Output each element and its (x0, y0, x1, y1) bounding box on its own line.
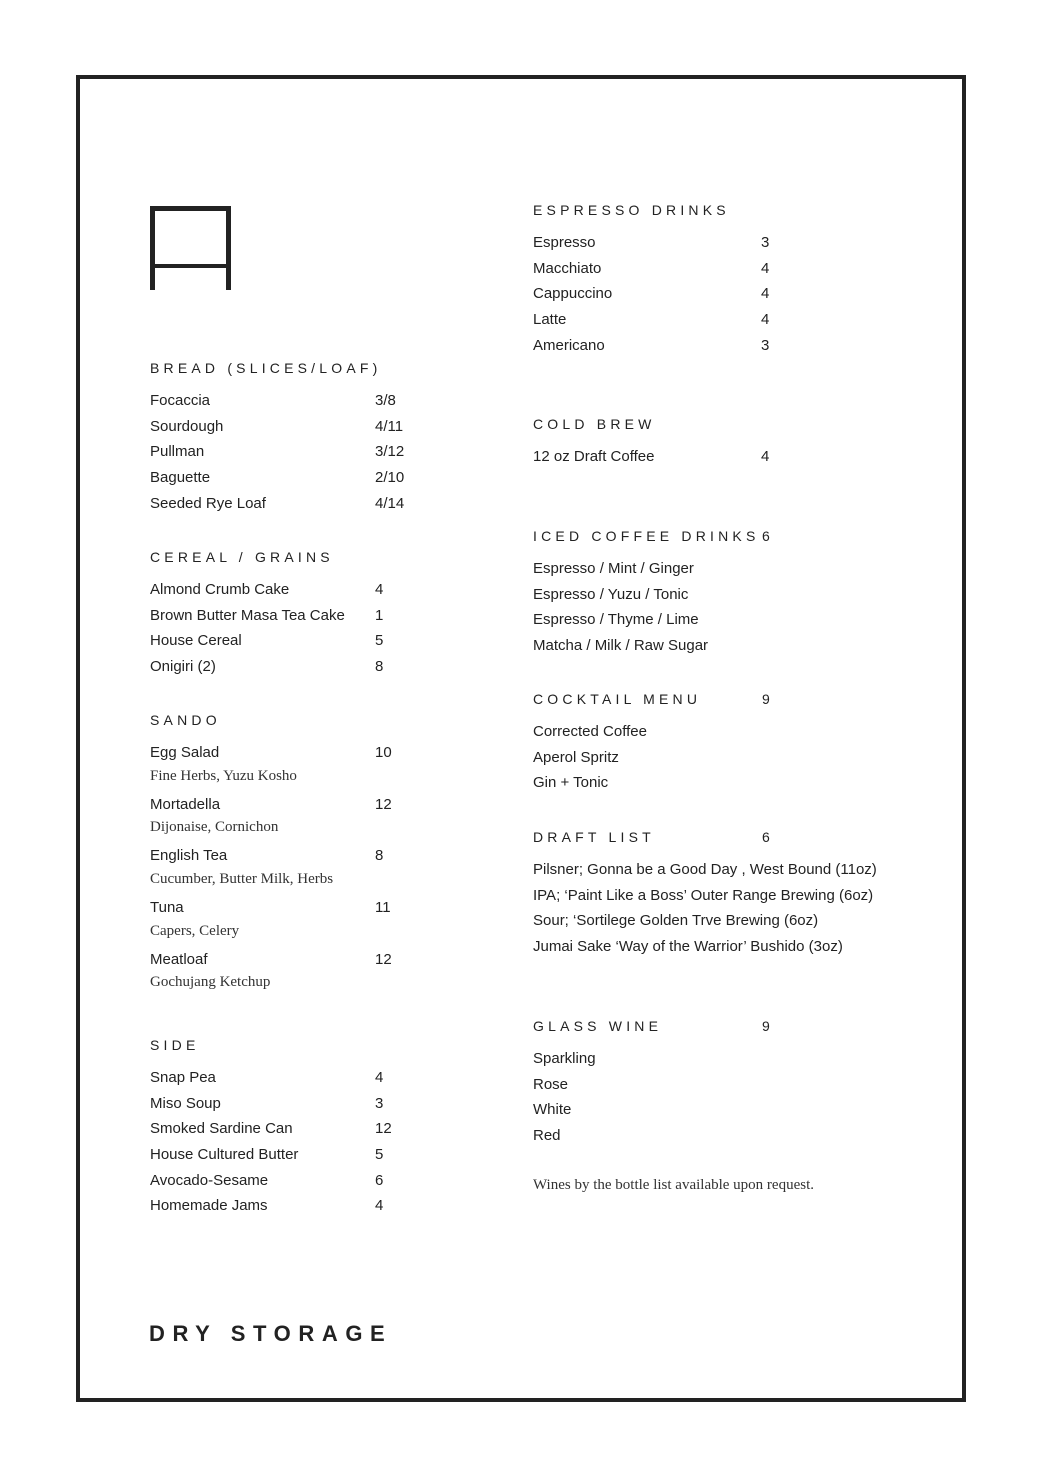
menu-item-name: Baguette (150, 469, 211, 487)
section-glass-wine (533, 1019, 893, 1152)
menu-item (533, 585, 893, 611)
menu-item-name: Matcha / Milk / Raw Sugar (533, 637, 709, 655)
menu-item (533, 886, 893, 912)
menu-item-name: Espresso (533, 234, 596, 251)
menu-item-name: Americano (533, 336, 605, 354)
menu-item-price: 4 (375, 581, 384, 598)
section-heading (150, 361, 510, 391)
wine-note: Wines by the bottle list available upon request. (533, 1177, 814, 1193)
menu-item-name: Seeded Rye Loaf (150, 494, 266, 512)
section-heading (150, 1038, 510, 1068)
menu-item-price: 4 (761, 448, 770, 465)
menu-item-price: 3 (761, 336, 770, 354)
menu-item (150, 606, 510, 632)
menu-item-name: 12 oz Draft Coffee (533, 448, 655, 465)
menu-item (150, 1145, 510, 1171)
section-price: 9 (762, 691, 770, 707)
menu-item-price: 4 (761, 311, 770, 329)
section-heading (533, 692, 893, 722)
menu-item (150, 417, 510, 443)
menu-item-price: 12 (375, 795, 392, 813)
menu-item (150, 950, 510, 976)
menu-item (150, 1119, 510, 1145)
menu-item-name: Espresso / Yuzu / Tonic (533, 585, 689, 603)
menu-item (533, 284, 893, 310)
section-price: 6 (762, 528, 770, 544)
menu-item-name: Onigiri (2) (150, 658, 216, 676)
section-side (150, 1038, 510, 1222)
logo-mark-bar (150, 264, 227, 268)
menu-item-name: Cappuccino (533, 285, 613, 303)
menu-item-name: Pilsner; Gonna be a Good Day , West Bound (11oz) (533, 861, 877, 878)
menu-item-name: Focaccia (150, 392, 211, 409)
menu-item (150, 1094, 510, 1120)
menu-item-name: Corrected Coffee (533, 723, 647, 740)
menu-item (533, 773, 893, 799)
section-title: GLASS WINE (533, 1018, 663, 1034)
menu-item-name: House Cereal (150, 632, 242, 650)
section-heading (533, 417, 893, 447)
menu-item (533, 722, 893, 748)
menu-item-price: 12 (375, 1120, 392, 1138)
menu-item-name: Miso Soup (150, 1094, 221, 1112)
menu-item (533, 233, 893, 259)
menu-item-price: 3/12 (375, 443, 405, 461)
menu-item-price: 11 (375, 899, 391, 917)
menu-item (533, 610, 893, 636)
menu-item (150, 391, 510, 417)
menu-item-price: 4/11 (375, 417, 404, 435)
menu-item-name: Meatloaf (150, 950, 208, 968)
menu-item (533, 336, 893, 362)
menu-item (533, 636, 893, 662)
menu-item (150, 494, 510, 520)
menu-item (533, 559, 893, 585)
menu-item-price: 4 (375, 1069, 384, 1086)
section-title: DRAFT LIST (533, 829, 655, 845)
menu-item-name: Smoked Sardine Can (150, 1120, 293, 1138)
menu-item (533, 1075, 893, 1101)
section-heading (150, 713, 510, 743)
menu-item (533, 310, 893, 336)
menu-item (150, 1068, 510, 1094)
menu-item-price: 8 (375, 658, 384, 676)
section-draft-list (533, 830, 893, 963)
menu-item (533, 937, 893, 963)
menu-item-name: Sparkling (533, 1050, 596, 1067)
menu-item-price: 3/8 (375, 392, 396, 409)
menu-item-name: Rose (533, 1075, 569, 1093)
menu-item-name: Sourdough (150, 417, 224, 435)
menu-item-name: Macchiato (533, 259, 602, 277)
section-title: ICED COFFEE DRINKS (533, 528, 760, 544)
menu-item (533, 1126, 893, 1152)
menu-item (150, 898, 510, 924)
menu-item-description: Fine Herbs, Yuzu Kosho (150, 767, 297, 784)
section-title: SIDE (150, 1037, 200, 1053)
menu-item (533, 748, 893, 774)
menu-item-price: 5 (375, 632, 384, 650)
menu-item-price: 3 (761, 234, 770, 251)
menu-item-description: Dijonaise, Cornichon (150, 819, 279, 836)
section-heading (150, 550, 510, 580)
section-heading (533, 529, 893, 559)
menu-item (533, 911, 893, 937)
menu-item (150, 846, 510, 872)
section-price: 6 (762, 829, 770, 845)
menu-item (150, 743, 510, 769)
menu-item-price: 4 (761, 285, 770, 303)
section-bread-slices-loaf (150, 361, 510, 519)
section-price: 9 (762, 1018, 770, 1034)
brand-wordmark: DRY STORAGE (149, 1321, 393, 1346)
section-heading (533, 1019, 893, 1049)
menu-item-name: White (533, 1101, 572, 1119)
menu-item (150, 1171, 510, 1197)
menu-item-name: Egg Salad (150, 744, 220, 761)
menu-item-price: 2/10 (375, 469, 405, 487)
section-title: COCKTAIL MENU (533, 691, 702, 707)
menu-item-description: Capers, Celery (150, 922, 240, 939)
menu-item-name: Sour; ‘Sortilege Golden Trve Brewing (6oz) (533, 912, 819, 930)
menu-item-price: 3 (375, 1094, 384, 1112)
menu-item-name: Aperol Spritz (533, 748, 619, 766)
menu-item (533, 1100, 893, 1126)
menu-item-name: Tuna (150, 899, 184, 917)
menu-item (150, 442, 510, 468)
menu-item-price: 4 (375, 1197, 384, 1215)
section-title: CEREAL / GRAINS (150, 549, 334, 565)
section-title: BREAD (SLICES/LOAF) (150, 360, 382, 376)
section-cereal-grains (150, 550, 510, 683)
section-iced-coffee-drinks (533, 529, 893, 662)
menu-item-price: 10 (375, 744, 392, 761)
menu-item-price: 6 (375, 1171, 384, 1189)
logo-mark (150, 206, 231, 290)
menu-item-name: IPA; ‘Paint Like a Boss’ Outer Range Brewing (6oz) (533, 886, 874, 904)
section-heading (533, 830, 893, 860)
menu-item-name: Snap Pea (150, 1069, 216, 1086)
section-cold-brew (533, 417, 893, 473)
menu-item-price: 4/14 (375, 494, 405, 512)
section-title: ESPRESSO DRINKS (533, 202, 730, 218)
menu-item-name: Red (533, 1127, 561, 1145)
section-heading (533, 203, 893, 233)
menu-item (150, 1196, 510, 1222)
section-title: COLD BREW (533, 416, 656, 432)
menu-item (533, 447, 893, 473)
section-espresso-drinks (533, 203, 893, 361)
menu-item (150, 580, 510, 606)
menu-item (533, 1049, 893, 1075)
menu-item-description: Cucumber, Butter Milk, Herbs (150, 871, 334, 888)
menu-item (533, 860, 893, 886)
menu-item (533, 259, 893, 285)
section-title: SANDO (150, 712, 221, 728)
menu-item-description: Gochujang Ketchup (150, 974, 271, 991)
menu-item-name: Homemade Jams (150, 1197, 268, 1215)
menu-item-price: 12 (375, 950, 392, 968)
menu-item-name: Pullman (150, 443, 205, 461)
menu-item (150, 657, 510, 683)
menu-item-name: Espresso / Thyme / Lime (533, 611, 699, 629)
menu-item-name: Espresso / Mint / Ginger (533, 560, 694, 577)
menu-item-name: House Cultured Butter (150, 1146, 299, 1164)
menu-item-name: Avocado-Sesame (150, 1171, 269, 1189)
menu-item (150, 795, 510, 821)
menu-item-name: Brown Butter Masa Tea Cake (150, 606, 345, 624)
menu-item-name: English Tea (150, 847, 228, 865)
menu-item (150, 468, 510, 494)
menu-item-name: Latte (533, 311, 567, 329)
section-cocktail-menu (533, 692, 893, 799)
menu-item-price: 5 (375, 1146, 384, 1164)
menu-item-name: Mortadella (150, 795, 221, 813)
menu-item-price: 4 (761, 259, 770, 277)
menu-item-price: 8 (375, 847, 384, 865)
menu-item-price: 1 (375, 606, 384, 624)
menu-item-name: Jumai Sake ‘Way of the Warrior’ Bushido (3oz) (533, 938, 843, 956)
menu-item-name: Gin + Tonic (533, 774, 609, 792)
section-sando (150, 713, 510, 1001)
menu-item-name: Almond Crumb Cake (150, 581, 290, 598)
menu-item (150, 631, 510, 657)
